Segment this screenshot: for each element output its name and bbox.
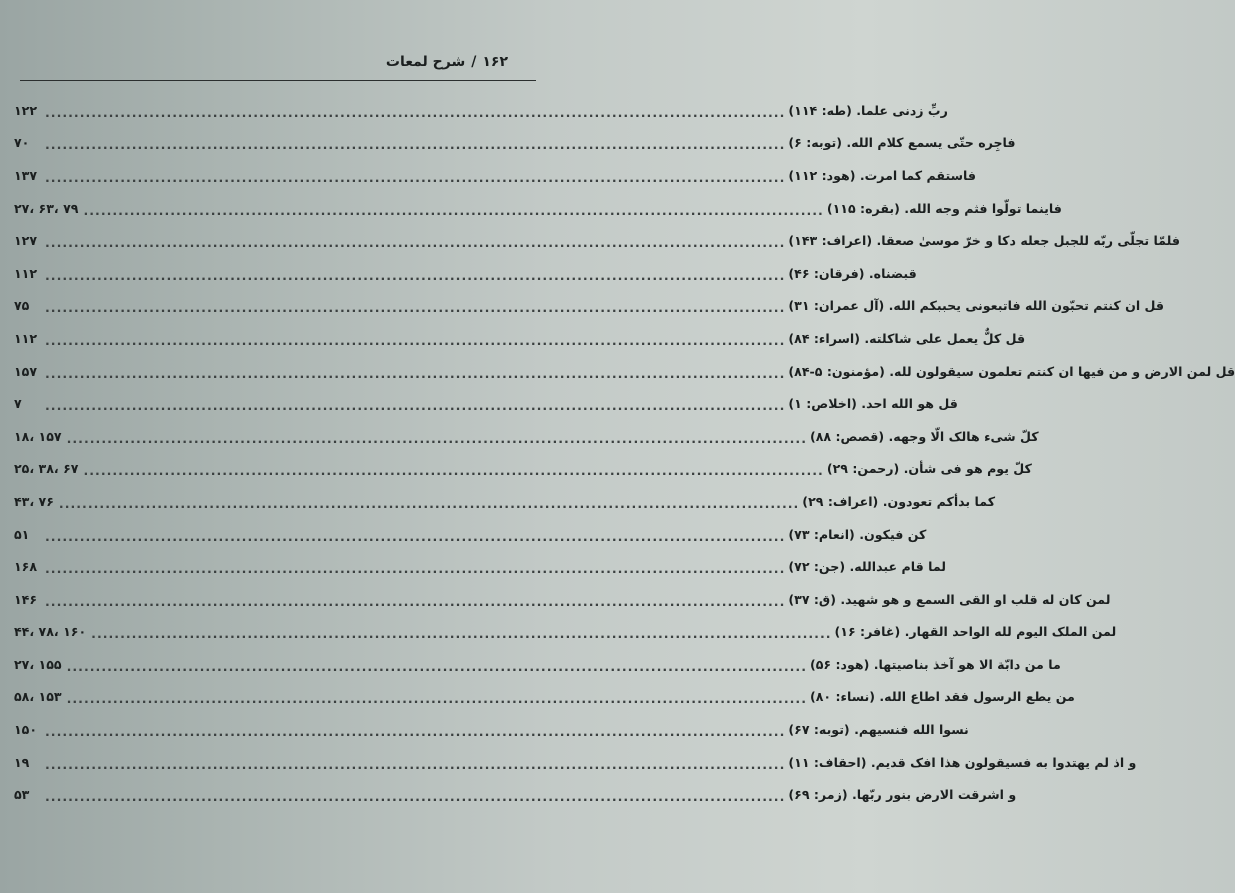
dot-leader: ................................................................................................................................ — [45, 300, 786, 316]
entry-verse-text: کلّ یوم هو فی شأن. (رحمن: ۲۹) — [826, 461, 1032, 477]
index-entry — [14, 94, 948, 127]
dot-leader: ................................................................................................................................ — [45, 235, 786, 251]
index-entry — [14, 224, 1181, 257]
dot-leader: ................................................................................................................................ — [45, 169, 786, 185]
dot-leader: ................................................................................................................................ — [45, 137, 786, 153]
dot-leader: ................................................................................................................................ — [83, 202, 824, 218]
index-entry — [14, 746, 1137, 779]
index-entry — [14, 681, 1075, 714]
dot-leader: ................................................................................................................................ — [66, 430, 807, 446]
entry-verse-text: من یطع الرسول فقد اطاع الله. (نساء: ۸۰) — [809, 689, 1075, 705]
entry-page-numbers: ۵۱ — [14, 526, 30, 542]
book-title: شرح لمعات — [385, 54, 466, 70]
index-entry — [14, 616, 1117, 649]
header-rule — [20, 80, 536, 81]
index-entry — [14, 322, 1026, 355]
entry-page-numbers: ۷۰ — [14, 135, 30, 151]
dot-leader: ................................................................................................................................ — [91, 626, 832, 642]
index-entry — [14, 583, 1111, 616]
entry-page-numbers: ۷۹ ،۶۳ ،۲۷ — [14, 200, 79, 216]
index-entry — [14, 257, 917, 290]
index-entry — [14, 355, 1235, 388]
dot-leader: ................................................................................................................................ — [45, 756, 786, 772]
entry-page-numbers: ۱۹ — [14, 754, 30, 770]
index-entry — [14, 290, 1165, 323]
entry-page-numbers: ۷۶ ،۴۳ — [14, 493, 54, 509]
entry-page-numbers: ۵۳ — [14, 787, 30, 803]
index-entry — [14, 420, 1039, 453]
entry-verse-text: فاستقم کما امرت. (هود: ۱۱۲) — [788, 167, 976, 183]
entry-page-numbers: ۱۶۸ — [14, 559, 38, 575]
dot-leader: ................................................................................................................................ — [45, 267, 786, 283]
entry-page-numbers: ۱۲۲ — [14, 102, 38, 118]
dot-leader: ................................................................................................................................ — [45, 593, 786, 609]
entry-page-numbers: ۱۵۵ ،۲۷ — [14, 656, 62, 672]
entry-page-numbers: ۱۵۷ ،۱۸ — [14, 428, 62, 444]
dot-leader: ................................................................................................................................ — [83, 463, 824, 479]
entry-verse-text: ما من دابّة الا هو آخذ بناصیتها. (هود: ۵۶) — [809, 656, 1061, 672]
dot-leader: ................................................................................................................................ — [66, 658, 807, 674]
index-entry — [14, 713, 969, 746]
entry-verse-text: کما بدأکم تعودون. (اعراف: ۲۹) — [802, 493, 996, 509]
dot-leader: ................................................................................................................................ — [45, 398, 786, 414]
index-entry — [14, 387, 958, 420]
entry-page-numbers: ۱۱۲ — [14, 330, 38, 346]
header-separator: / — [471, 54, 477, 70]
dot-leader: ................................................................................................................................ — [45, 789, 786, 805]
entry-page-numbers: ۷ — [14, 396, 22, 412]
running-header — [386, 54, 508, 70]
entry-verse-text: لما قام عبدالله. (جن: ۷۲) — [788, 559, 946, 575]
entry-page-numbers: ۱۵۳ ،۵۸ — [14, 689, 62, 705]
entry-verse-text: لمن الملک الیوم لله الواحد القهار. (غافر: ۱۶) — [834, 624, 1117, 640]
dot-leader: ................................................................................................................................ — [45, 365, 786, 381]
index-entry — [14, 127, 1016, 160]
entry-verse-text: فلمّا تجلّی ربّه للجبل جعله دکا و خرّ موسیٰ صعقا. (اعراف: ۱۴۳) — [788, 233, 1181, 249]
dot-leader: ................................................................................................................................ — [45, 528, 786, 544]
entry-page-numbers: ۱۱۲ — [14, 265, 38, 281]
index-entry — [14, 485, 996, 518]
entry-verse-text: قل کلٌّ یعمل علی شاکلته. (اسراء: ۸۴) — [788, 330, 1026, 346]
entry-page-numbers: ۶۷ ،۳۸ ،۲۵ — [14, 461, 79, 477]
entry-verse-text: ربِّ زدنی علما. (طه: ۱۱۴) — [788, 102, 948, 118]
index-entry — [14, 550, 946, 583]
entry-page-numbers: ۱۵۷ — [14, 363, 38, 379]
index-entry — [14, 778, 1017, 811]
entry-verse-text: و اذ لم یهتدوا به فسیقولون هذا افک قدیم. (احقاف: ۱۱) — [788, 754, 1137, 770]
entry-verse-text: قبضناه. (فرقان: ۴۶) — [788, 265, 917, 281]
index-entry — [14, 192, 1062, 225]
dot-leader: ................................................................................................................................ — [45, 104, 786, 120]
entry-verse-text: قل ان کنتم تحبّون الله فاتبعونی یحببکم الله. (آل عمران: ۳۱) — [788, 298, 1165, 314]
index-entry — [14, 159, 976, 192]
entry-page-numbers: ۱۲۷ — [14, 233, 38, 249]
entry-page-numbers: ۱۴۶ — [14, 591, 38, 607]
entry-page-numbers: ۱۶۰ ،۷۸ ،۴۴ — [14, 624, 87, 640]
entry-page-numbers: ۷۵ — [14, 298, 30, 314]
dot-leader: ................................................................................................................................ — [45, 561, 786, 577]
entry-verse-text: نسوا الله فنسیهم. (توبه: ۶۷) — [788, 722, 969, 738]
verse-index-list — [14, 94, 1235, 811]
dot-leader: ................................................................................................................................ — [45, 724, 786, 740]
entry-verse-text: لمن کان له قلب او القی السمع و هو شهید. (ق: ۳۷) — [788, 591, 1111, 607]
entry-verse-text: کن فیکون. (انعام: ۷۳) — [788, 526, 927, 542]
entry-verse-text: کلّ شیء هالک الّا وجهه. (قصص: ۸۸) — [809, 428, 1039, 444]
index-entry — [14, 453, 1032, 486]
dot-leader: ................................................................................................................................ — [58, 495, 800, 511]
entry-page-numbers: ۱۵۰ — [14, 722, 38, 738]
entry-verse-text: فاجِره حتّی یسمع کلام الله. (توبه: ۶) — [788, 135, 1016, 151]
dot-leader: ................................................................................................................................ — [45, 332, 786, 348]
entry-verse-text: و اشرقت الارض بنور ربّها. (زمر: ۶۹) — [788, 787, 1017, 803]
dot-leader: ................................................................................................................................ — [66, 691, 807, 707]
entry-page-numbers: ۱۳۷ — [14, 167, 38, 183]
entry-verse-text: فاینما تولّوا فثم وجه الله. (بقره: ۱۱۵) — [826, 200, 1062, 216]
page-number: ۱۶۲ — [482, 54, 508, 70]
entry-verse-text: قل لمن الارض و من فیها ان کنتم تعلمون سیقولون لله. (مؤمنون: ۵-۸۴) — [788, 363, 1235, 379]
index-entry — [14, 518, 927, 551]
index-entry — [14, 648, 1061, 681]
entry-verse-text: قل هو الله احد. (اخلاص: ۱) — [788, 396, 958, 412]
